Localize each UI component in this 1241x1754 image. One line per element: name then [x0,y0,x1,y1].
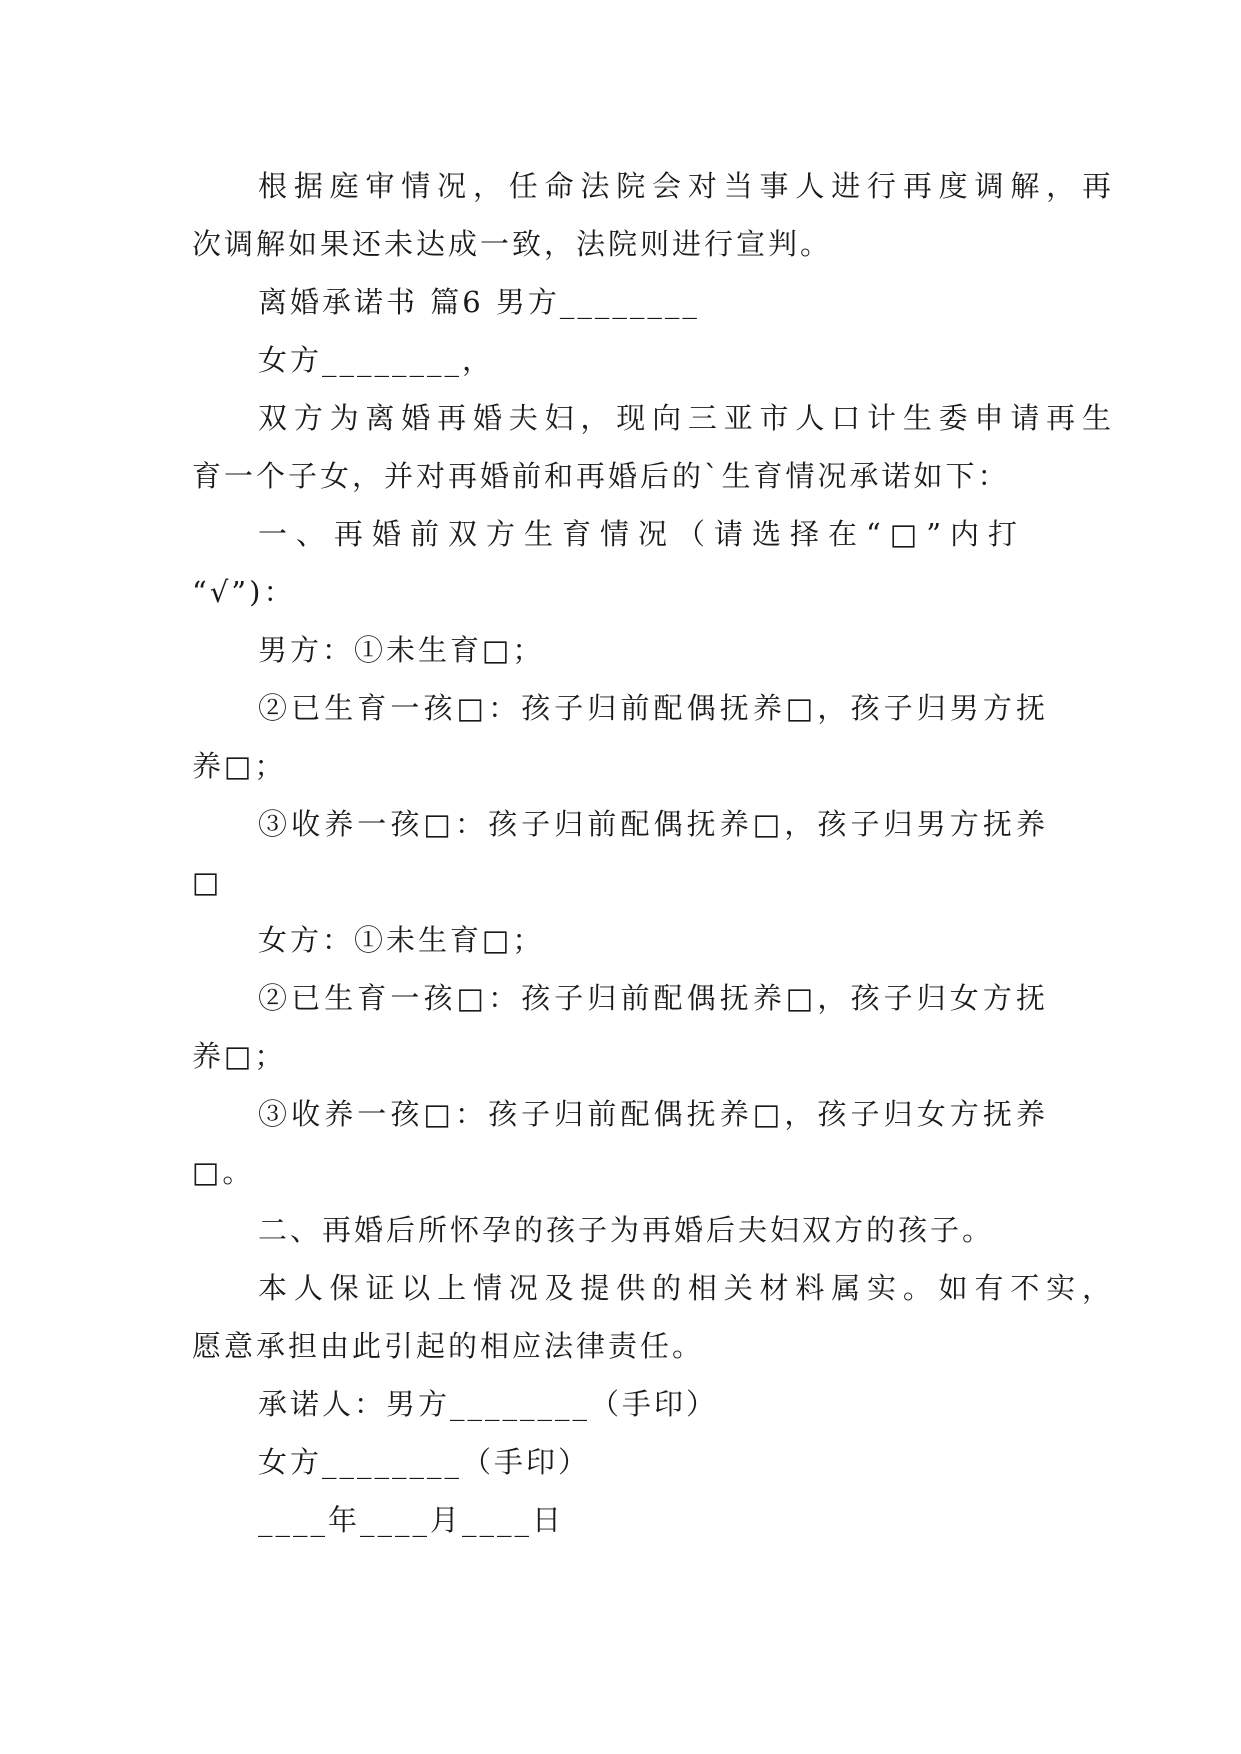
list-item: □ [192,865,223,899]
list-item: ③收养一孩□：孩子归前配偶抚养□，孩子归女方抚养 [258,1097,1048,1131]
paragraph-line: “√”)： [192,575,296,609]
list-item: 养□； [192,749,287,783]
list-item: □。 [192,1155,255,1189]
list-item: 养□； [192,1039,287,1073]
paragraph-line: 本人保证以上情况及提供的相关材料属实。如有不实， [258,1271,1114,1305]
paragraph-line: 愿意承担由此引起的相应法律责任。 [192,1329,705,1363]
list-item: 女方：①未生育□； [258,923,545,957]
paragraph-line: 双方为离婚再婚夫妇，现向三亚市人口计生委申请再生 [258,401,1114,435]
list-item: ③收养一孩□：孩子归前配偶抚养□，孩子归男方抚养 [258,807,1048,841]
document-heading: 离婚承诺书 篇6 男方________ [258,285,700,319]
paragraph-line: 女方________， [258,343,495,377]
signature-line: 承诺人：男方________（手印） [258,1387,719,1421]
list-item: ②已生育一孩□：孩子归前配偶抚养□，孩子归女方抚 [258,981,1048,1015]
signature-line: 女方________（手印） [258,1445,591,1479]
paragraph-line: 育一个子女，并对再婚前和再婚后的`生育情况承诺如下： [192,459,1010,493]
paragraph-line: 根据庭审情况，任命法院会对当事人进行再度调解，再 [258,169,1114,203]
section-heading: 一、再婚前双方生育情况（请选择在“□”内打 [258,517,1027,551]
date-line: ____年____月____日 [258,1503,565,1537]
list-item: ②已生育一孩□：孩子归前配偶抚养□，孩子归男方抚 [258,691,1048,725]
section-heading: 二、再婚后所怀孕的孩子为再婚后夫妇双方的孩子。 [258,1213,995,1247]
list-item: 男方：①未生育□； [258,633,545,667]
paragraph-line: 次调解如果还未达成一致，法院则进行宣判。 [192,227,833,261]
